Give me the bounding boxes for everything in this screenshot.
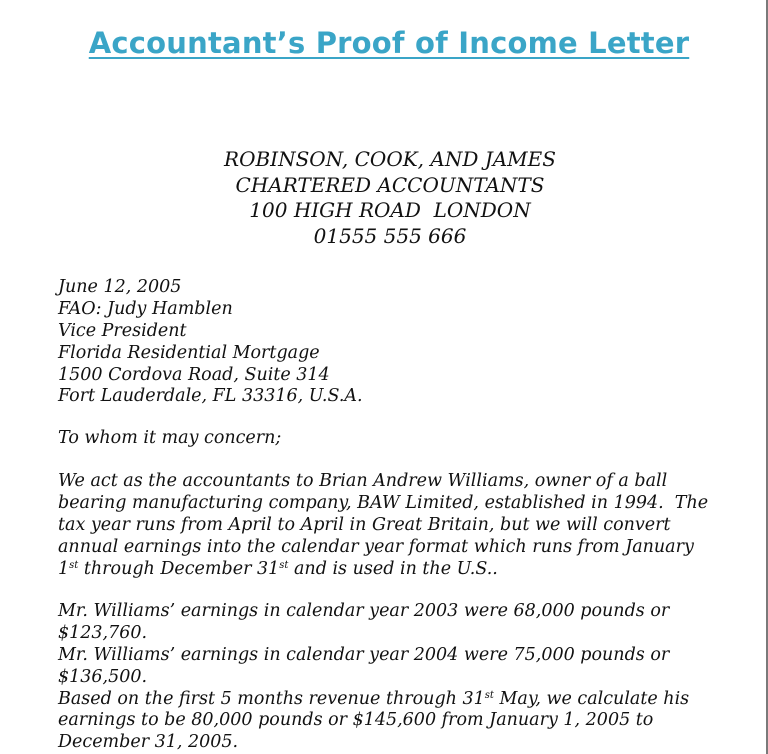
paragraph-line: Mr. Williams’ earnings in calendar year 2004 were 75,000 pounds or <box>58 644 670 665</box>
paragraph-line: tax year runs from April to April in Great Britain, but we will convert <box>58 514 671 535</box>
paragraph-line: $123,760. <box>58 622 148 643</box>
paragraph-line <box>58 559 708 581</box>
recipient-city: Fort Lauderdale, FL 33316, U.S.A. <box>58 386 363 407</box>
salutation-block <box>58 428 281 450</box>
firm-phone: 01555 555 666 <box>313 223 467 248</box>
text-fragment: and is used in the U.S.. <box>288 558 498 579</box>
paragraph-earnings <box>58 601 689 754</box>
paragraph-accountants <box>58 471 708 580</box>
firm-name: ROBINSON, COOK, AND JAMES <box>224 147 556 171</box>
text-fragment: May, we calculate his <box>493 688 690 709</box>
paragraph-line: annual earnings into the calendar year format which runs from January <box>58 536 694 557</box>
paragraph-line: $136,500. <box>58 666 148 687</box>
recipient-position: Vice President <box>58 320 187 341</box>
firm-profession: CHARTERED ACCOUNTANTS <box>235 172 545 197</box>
salutation: To whom it may concern; <box>58 428 282 448</box>
recipient-fao: FAO: Judy Hamblen <box>58 298 233 319</box>
text-fragment: Based on the first 5 months revenue through 31 <box>58 688 485 709</box>
firm-address: 100 HIGH ROAD LONDON <box>249 198 531 222</box>
paragraph-line: earnings to be 80,000 pounds or $145,600 from January 1, 2005 to <box>58 710 654 731</box>
text-fragment: through December 31 <box>78 558 280 579</box>
letter-date: June 12, 2005 <box>58 277 182 297</box>
ordinal-suffix: st <box>484 689 494 701</box>
document-title: Accountant’s Proof of Income Letter <box>88 26 690 60</box>
paragraph-line: We act as the accountants to Brian Andrew Williams, owner of a ball <box>58 471 668 491</box>
paragraph-line <box>58 689 689 711</box>
ordinal-suffix: st <box>279 559 289 571</box>
paragraph-line: bearing manufacturing company, BAW Limited, established in 1994. The <box>58 492 709 513</box>
ordinal-suffix: st <box>69 559 79 571</box>
recipient-block <box>58 277 363 408</box>
paragraph-line: December 31, 2005. <box>58 732 239 753</box>
paragraph-line: Mr. Williams’ earnings in calendar year 2003 were 68,000 pounds or <box>58 601 670 621</box>
recipient-company: Florida Residential Mortgage <box>58 342 320 363</box>
letterhead <box>0 147 768 249</box>
recipient-street: 1500 Cordova Road, Suite 314 <box>58 364 330 385</box>
text-fragment: 1 <box>58 558 70 579</box>
